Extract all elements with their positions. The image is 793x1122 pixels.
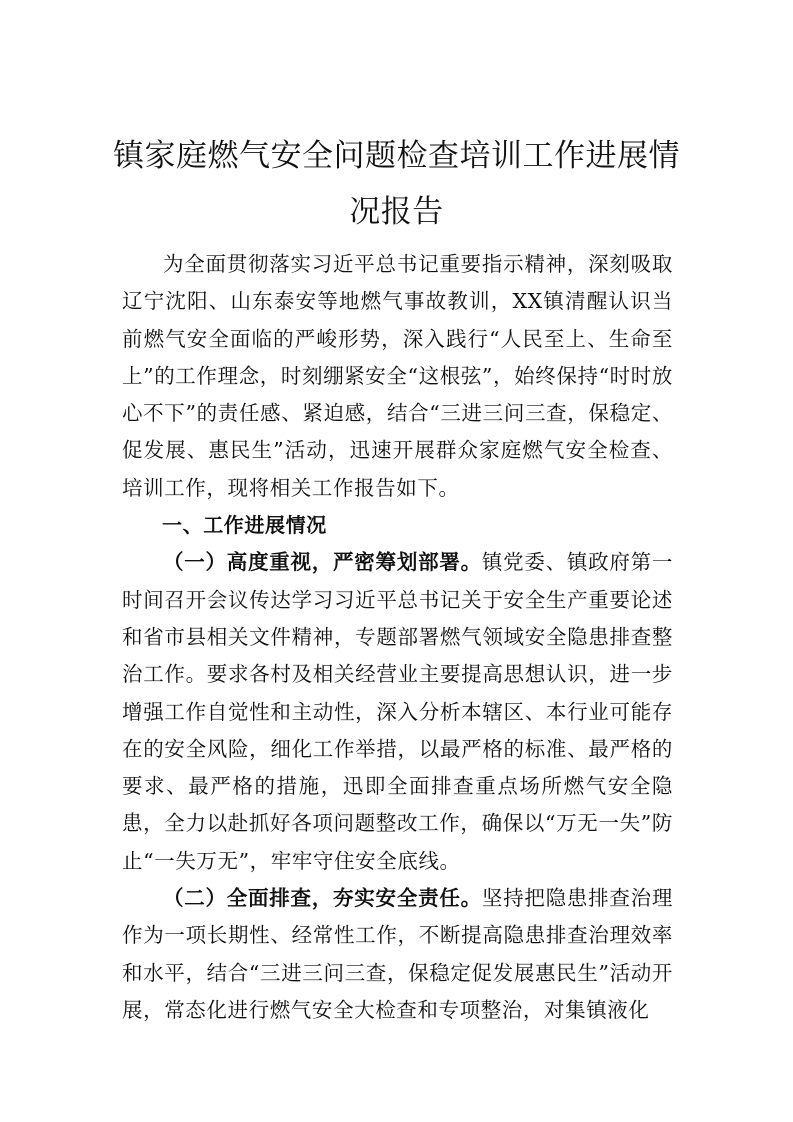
- document-body: [122, 246, 673, 1029]
- document-title-line-2: 况报告: [349, 194, 444, 230]
- item-2-lead: （二）全面排查，夯实安全责任。: [163, 886, 482, 911]
- item-2-text: 坚持把隐患排查治理作为一项长期性、经常性工作，不断提高隐患排查治理效率和水平，结合“三进三问三查，保稳定促发展惠民生”活动开展，常态化进行燃气安全大检查和专项整治，对集镇液化: [122, 886, 673, 1022]
- section-heading-work-progress: 一、工作进展情况: [162, 513, 327, 538]
- document-title-line-1: 镇家庭燃气安全问题检查培训工作进展情: [113, 138, 680, 174]
- paragraph-item-1: [122, 544, 673, 880]
- item-1-lead: （一）高度重视，严密筹划部署。: [163, 550, 482, 575]
- paragraph-item-2: [122, 880, 673, 1029]
- intro-paragraph: 为全面贯彻落实习近平总书记重要指示精神，深刻吸取辽宁沈阳、山东泰安等地燃气事故教训，XX镇清醒认识当前燃气安全面临的严峻形势，深入践行“人民至上、生命至上”的工作理念，时刻绷紧安全“这根弦”，始终保持“时时放心不下”的责任感、紧迫感，结合“三进三问三查，保稳定、促发展、惠民生”活动，迅速开展群众家庭燃气安全检查、培训工作，现将相关工作报告如下。: [122, 252, 673, 500]
- item-1-text: 镇党委、镇政府第一时间召开会议传达学习习近平总书记关于安全生产重要论述和省市县相关文件精神，专题部署燃气领域安全隐患排查整治工作。要求各村及相关经营业主要提高思想认识，进一步增强工作自觉性和主动性，深入分析本辖区、本行业可能存在的安全风险，细化工作举措，以最严格的标准、最严格的要求、最严格的措施，迅即全面排查重点场所燃气安全隐患，全力以赴抓好各项问题整改工作，确保以“万无一失”防止“一失万无”，牢牢守住安全底线。: [122, 550, 673, 873]
